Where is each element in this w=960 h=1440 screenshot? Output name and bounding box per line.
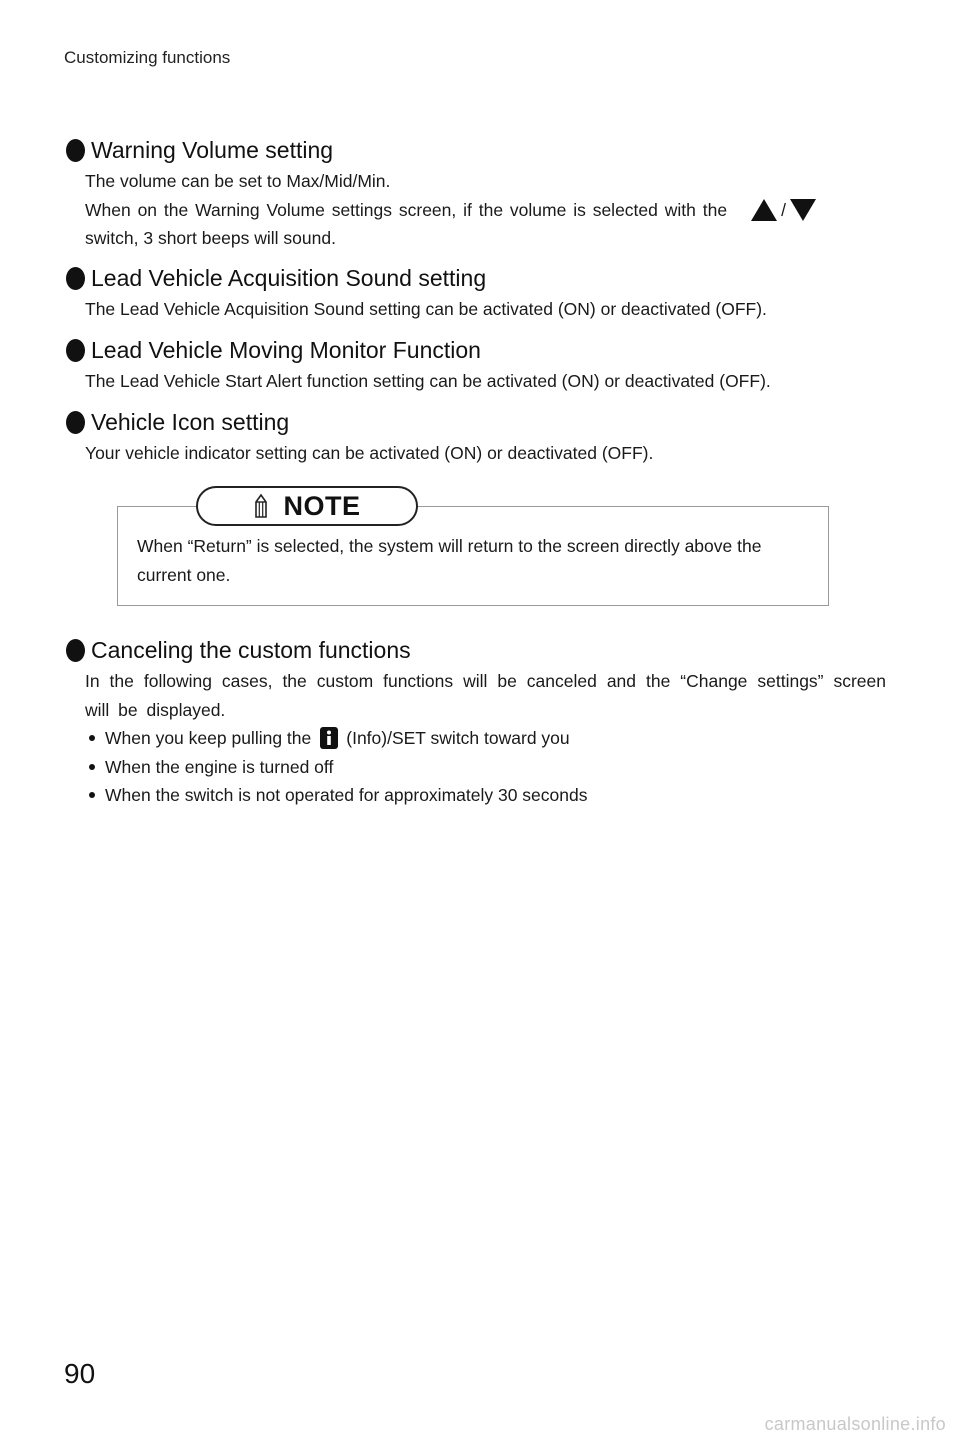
section-title: Vehicle Icon setting	[66, 408, 886, 436]
body-line: When on the Warning Volume settings screen, if the volume is selected with the /	[66, 196, 886, 225]
triangle-up-icon	[751, 199, 777, 221]
note-tab	[196, 486, 418, 526]
bullet-icon	[66, 339, 85, 362]
body-line: Your vehicle indicator setting can be activated (ON) or deactivated (OFF).	[85, 443, 654, 463]
body-line: The Lead Vehicle Acquisition Sound setting can be activated (ON) or deactivated (OFF).	[85, 299, 767, 319]
section-title: Canceling the custom functions	[66, 636, 886, 664]
section-title: Warning Volume setting	[66, 136, 886, 164]
info-icon	[320, 727, 338, 749]
list-item: When the switch is not operated for approximately 30 seconds	[85, 781, 886, 810]
body-line: The volume can be set to Max/Mid/Min.	[85, 171, 391, 191]
list-bullet-icon	[89, 792, 95, 798]
bullet-icon	[66, 639, 85, 662]
section-acquisition-sound	[66, 264, 886, 324]
conditions-list	[66, 724, 886, 810]
page-number: 90	[64, 1358, 96, 1389]
section-warning-volume	[66, 136, 886, 253]
note-text: When “Return” is selected, the system will return to the screen directly above the current one.	[137, 536, 762, 585]
list-item: When the engine is turned off	[85, 753, 886, 782]
pencil-icon	[253, 493, 269, 519]
bullet-icon	[66, 267, 85, 290]
note-label: NOTE	[283, 490, 361, 521]
intro-text: In the following cases, the custom functions will be canceled and the “Change settings” screen will be displayed.	[85, 671, 886, 720]
body-line: The Lead Vehicle Start Alert function setting can be activated (ON) or deactivated (OFF).	[85, 371, 771, 391]
section-title: Lead Vehicle Acquisition Sound setting	[66, 264, 886, 292]
bullet-icon	[66, 139, 85, 162]
section-title: Lead Vehicle Moving Monitor Function	[66, 336, 886, 364]
body-line: switch, 3 short beeps will sound.	[85, 228, 336, 248]
list-bullet-icon	[89, 764, 95, 770]
section-vehicle-icon	[66, 408, 886, 468]
bullet-icon	[66, 411, 85, 434]
section-moving-monitor	[66, 336, 886, 396]
footer-watermark: carmanualsonline.info	[764, 1414, 946, 1434]
section-canceling	[66, 636, 886, 810]
list-bullet-icon	[89, 735, 95, 741]
list-item: When you keep pulling the (Info)/SET switch toward you	[85, 724, 886, 753]
triangle-down-icon	[790, 199, 816, 221]
running-header: Customizing functions	[64, 48, 231, 67]
